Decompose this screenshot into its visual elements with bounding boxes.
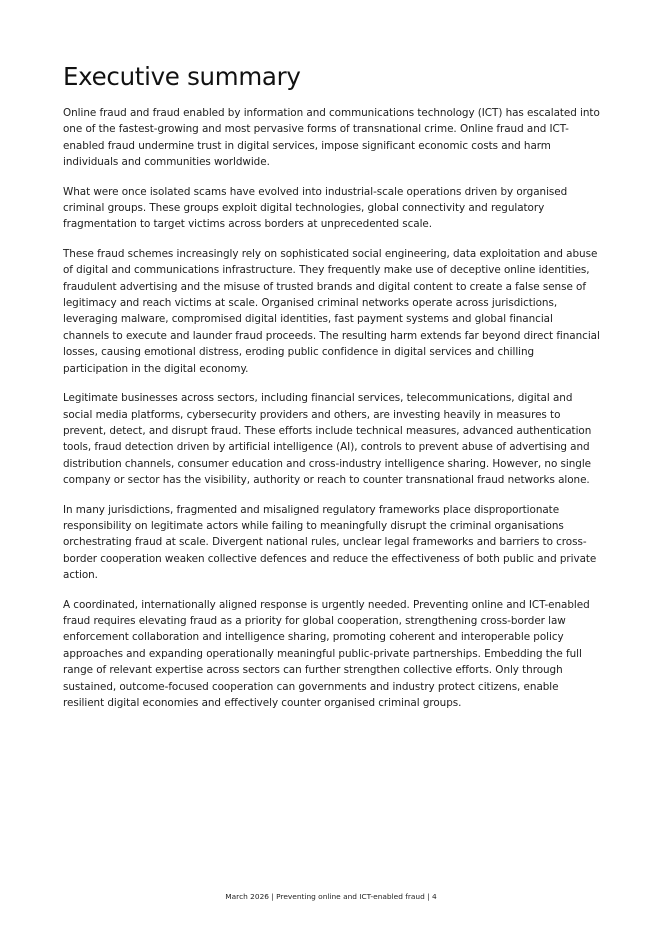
paragraph-1: Online fraud and fraud enabled by information and communications technology (ICT) has escalated into one of the fastest-growing and most pervasive forms of transnational crime. Online fraud and ICT-enabled fraud undermine trust in digital services, impose significant economic costs and harm individuals and communities worldwide. — [63, 107, 600, 169]
page-footer: March 2026 | Preventing online and ICT-enabled fraud | 4 — [225, 892, 437, 901]
paragraph-4: Legitimate businesses across sectors, including financial services, telecommunications, digital and social media platforms, cybersecurity providers and others, are investing heavily in measures to prevent, detect, and disrupt fraud. These efforts include technical measures, advanced authentication tools, fraud detection driven by artificial intelligence (AI), controls to prevent abuse of advertising and distribution channels, consumer education and cross-industry intelligence sharing. However, no single company or sector has the visibility, authority or reach to counter transnational fraud networks alone. — [63, 392, 592, 487]
paragraph-5: In many jurisdictions, fragmented and misaligned regulatory frameworks place disproportionate responsibility on legitimate actors while failing to meaningfully disrupt the criminal organisations orchestrating fraud at scale. Divergent national rules, unclear legal frameworks and barriers to cross-border cooperation weaken collective defences and reduce the effectiveness of both public and private action. — [63, 503, 597, 582]
page-title: Executive summary — [63, 62, 301, 91]
paragraph-6: A coordinated, internationally aligned response is urgently needed. Preventing online and ICT-enabled fraud requires elevating fraud as a priority for global cooperation, strengthening cross-border law enforcement collaboration and intelligence sharing, promoting coherent and interoperable policy approaches and expanding operationally meaningful public-private partnerships. Embedding the full range of relevant expertise across sectors can further strengthen collective efforts. Only through sustained, outcome-focused cooperation can governments and industry protect citizens, enable resilient digital economies and effectively counter organised criminal groups. — [63, 598, 590, 709]
paragraph-2: What were once isolated scams have evolved into industrial-scale operations driven by organised criminal groups. These groups exploit digital technologies, global connectivity and regulatory fragmentation to target victims across borders at unprecedented scale. — [63, 185, 568, 231]
paragraph-3: These fraud schemes increasingly rely on sophisticated social engineering, data exploitation and abuse of digital and communications infrastructure. They frequently make use of deceptive online identities, fraudulent advertising and the misuse of trusted brands and digital content to create a false sense of legitimacy and reach victims at scale. Organised criminal networks operate across jurisdictions, leveraging malware, compromised digital identities, fast payment systems and global financial channels to execute and launder fraud proceeds. The resulting harm extends far beyond direct financial losses, causing emotional distress, eroding public confidence in digital services and chilling participation in the digital economy. — [63, 247, 600, 375]
page-content — [63, 60, 601, 724]
